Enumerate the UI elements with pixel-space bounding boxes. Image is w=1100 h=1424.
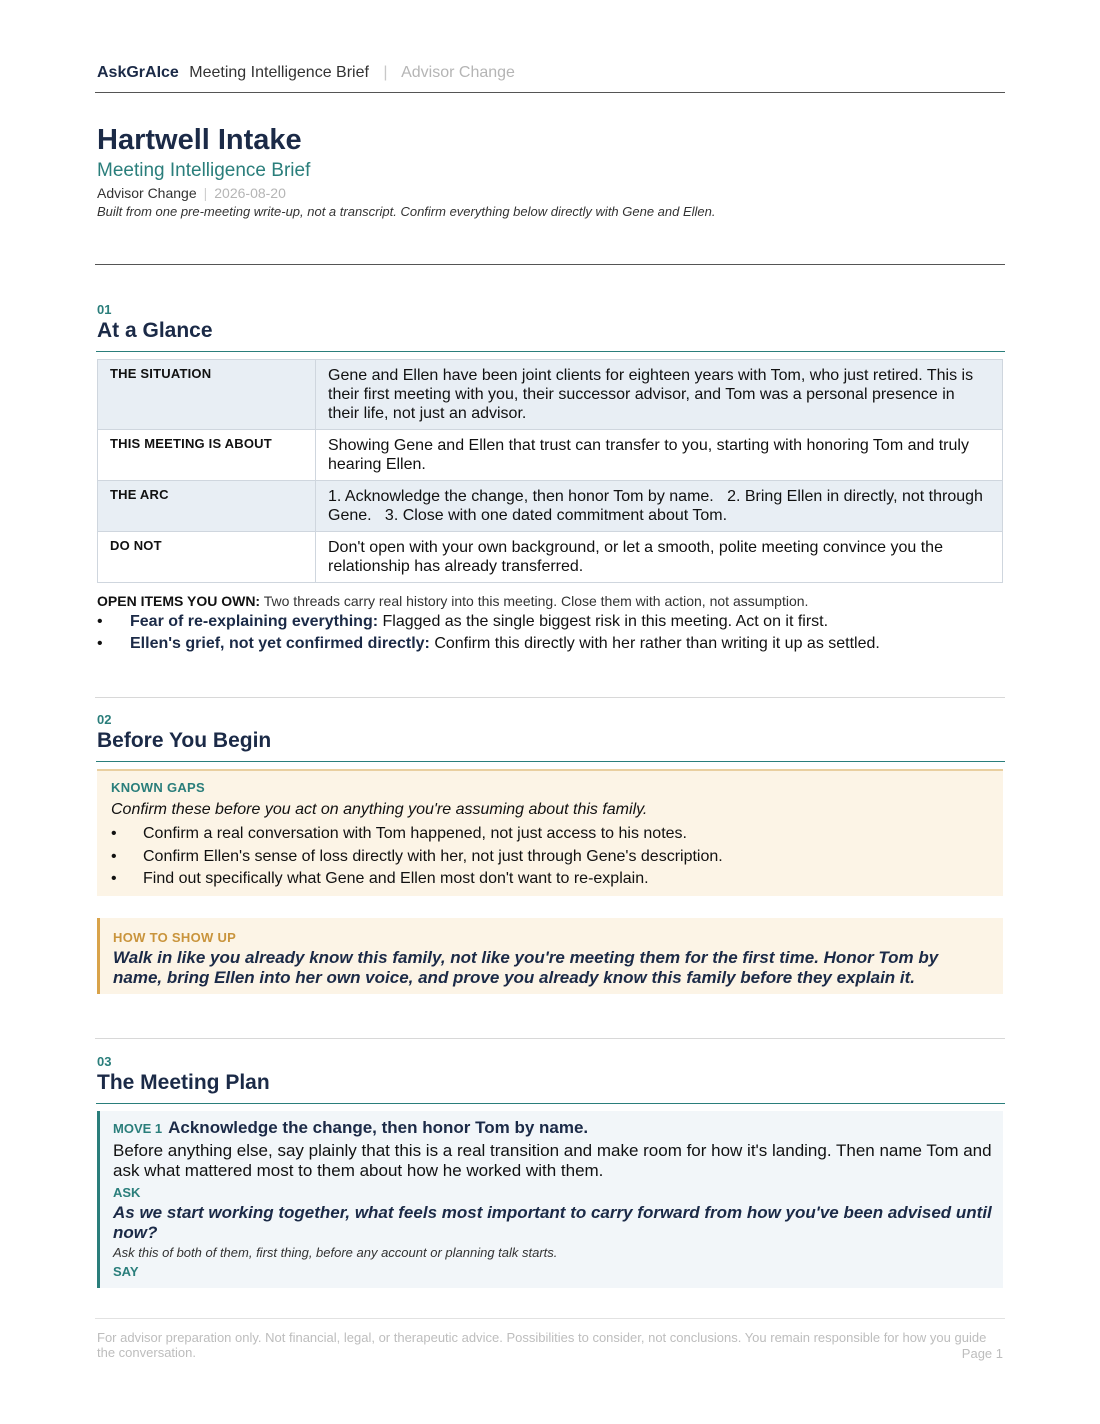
section-title-begin: Before You Begin	[97, 729, 272, 752]
section-rule-plan	[96, 1103, 1005, 1104]
known-gaps-heading: KNOWN GAPS	[111, 780, 205, 795]
how-to-show-up-box	[97, 918, 1003, 994]
row-value: 1. Acknowledge the change, then honor Tom by name. 2. Bring Ellen in directly, not through Gene. 3. Close with one dated commitment about Tom.	[316, 481, 1003, 532]
item-text: Confirm this directly with her rather than writing it up as settled.	[434, 635, 880, 652]
row-value: Gene and Ellen have been joint clients for eighteen years with Tom, who just retired. This is their first meeting with you, their successor advisor, and Tom was a personal presence in their life, not just an advisor.	[316, 360, 1003, 430]
open-items-list	[97, 611, 880, 655]
glance-table	[97, 359, 1003, 583]
table-row	[98, 360, 1003, 430]
move-card	[97, 1111, 1003, 1288]
show-up-body: Walk in like you already know this family, not like you're meeting them for the first time. Honor Tom by name, bring Ellen into her own voice, and prove you already know this family before they explain it.	[113, 948, 939, 987]
move-tag: MOVE 1	[113, 1121, 163, 1136]
list-item: • Confirm a real conversation with Tom happened, not just access to his notes.	[111, 823, 723, 846]
row-value: Don't open with your own background, or let a smooth, polite meeting convince you the relationship has already transferred.	[316, 532, 1003, 583]
known-gaps-box	[97, 769, 1003, 896]
source-disclaimer: Built from one pre-meeting write-up, not a transcript. Confirm everything below directly with Gene and Ellen.	[97, 204, 716, 219]
row-label: THE SITUATION	[98, 360, 316, 430]
section-number-glance: 01	[97, 302, 112, 317]
list-item: • Confirm Ellen's sense of loss directly with her, not just through Gene's description.	[111, 846, 723, 869]
list-item	[97, 633, 880, 655]
section-number-plan: 03	[97, 1054, 112, 1069]
ask-question: As we start working together, what feels most important to carry forward from how you've been advised until now?	[113, 1203, 992, 1242]
table-row	[98, 532, 1003, 583]
header-meeting-type: Advisor Change	[401, 64, 515, 81]
say-label: SAY	[113, 1264, 139, 1279]
open-items-text: Two threads carry real history into this meeting. Close them with action, not assumption.	[263, 593, 809, 609]
list-item: • Find out specifically what Gene and Ellen most don't want to re-explain.	[111, 868, 723, 891]
section-rule-glance	[96, 351, 1005, 352]
item-title: Ellen's grief, not yet confirmed directly:	[130, 635, 430, 652]
running-header	[97, 64, 1005, 82]
title-rule	[95, 264, 1005, 265]
page-number: Page 1	[961, 1346, 1003, 1361]
meeting-type: Advisor Change	[97, 185, 197, 201]
show-up-heading: HOW TO SHOW UP	[113, 930, 237, 945]
open-items-label: OPEN ITEMS YOU OWN:	[97, 593, 261, 609]
section-title-plan: The Meeting Plan	[97, 1071, 270, 1094]
list-item	[97, 611, 880, 633]
section-divider	[95, 1038, 1005, 1039]
page-title: Hartwell Intake	[97, 124, 302, 156]
meta-separator: |	[203, 185, 208, 201]
section-number-begin: 02	[97, 712, 112, 727]
row-value: Showing Gene and Ellen that trust can transfer to you, starting with honoring Tom and truly hearing Ellen.	[316, 430, 1003, 481]
footer-rule	[95, 1318, 1005, 1319]
open-items-intro	[97, 593, 808, 609]
table-row	[98, 430, 1003, 481]
item-title: Fear of re-explaining everything:	[130, 613, 379, 630]
header-separator: |	[383, 64, 388, 81]
section-rule-begin	[96, 761, 1005, 762]
row-label: DO NOT	[98, 532, 316, 583]
ask-note: Ask this of both of them, first thing, before any account or planning talk starts.	[113, 1245, 558, 1260]
known-gaps-list	[111, 823, 723, 891]
brand-name: AskGrAIce	[97, 64, 179, 81]
row-label: THE ARC	[98, 481, 316, 532]
section-title-glance: At a Glance	[97, 319, 213, 342]
move-title: Acknowledge the change, then honor Tom by name.	[168, 1118, 589, 1137]
footer-disclaimer: For advisor preparation only. Not financial, legal, or therapeutic advice. Possibilities to consider, not conclusions. You remain responsible for how you guide the conversation.	[97, 1330, 987, 1360]
meeting-date: 2026-08-20	[214, 185, 286, 201]
table-row	[98, 481, 1003, 532]
row-label: THIS MEETING IS ABOUT	[98, 430, 316, 481]
section-divider	[95, 697, 1005, 698]
header-doc-title: Meeting Intelligence Brief	[189, 64, 369, 81]
item-text: Flagged as the single biggest risk in this meeting. Act on it first.	[382, 613, 829, 630]
header-rule	[95, 92, 1005, 93]
page-subtitle: Meeting Intelligence Brief	[97, 160, 311, 181]
known-gaps-lead: Confirm these before you act on anything you're assuming about this family.	[111, 801, 648, 818]
move-header	[113, 1118, 588, 1138]
meeting-meta	[97, 185, 286, 201]
ask-label: ASK	[113, 1185, 141, 1200]
move-description: Before anything else, say plainly that this is a real transition and make room for how it's landing. Then name Tom and ask what mattered most to them about how he worked with them.	[113, 1141, 992, 1180]
